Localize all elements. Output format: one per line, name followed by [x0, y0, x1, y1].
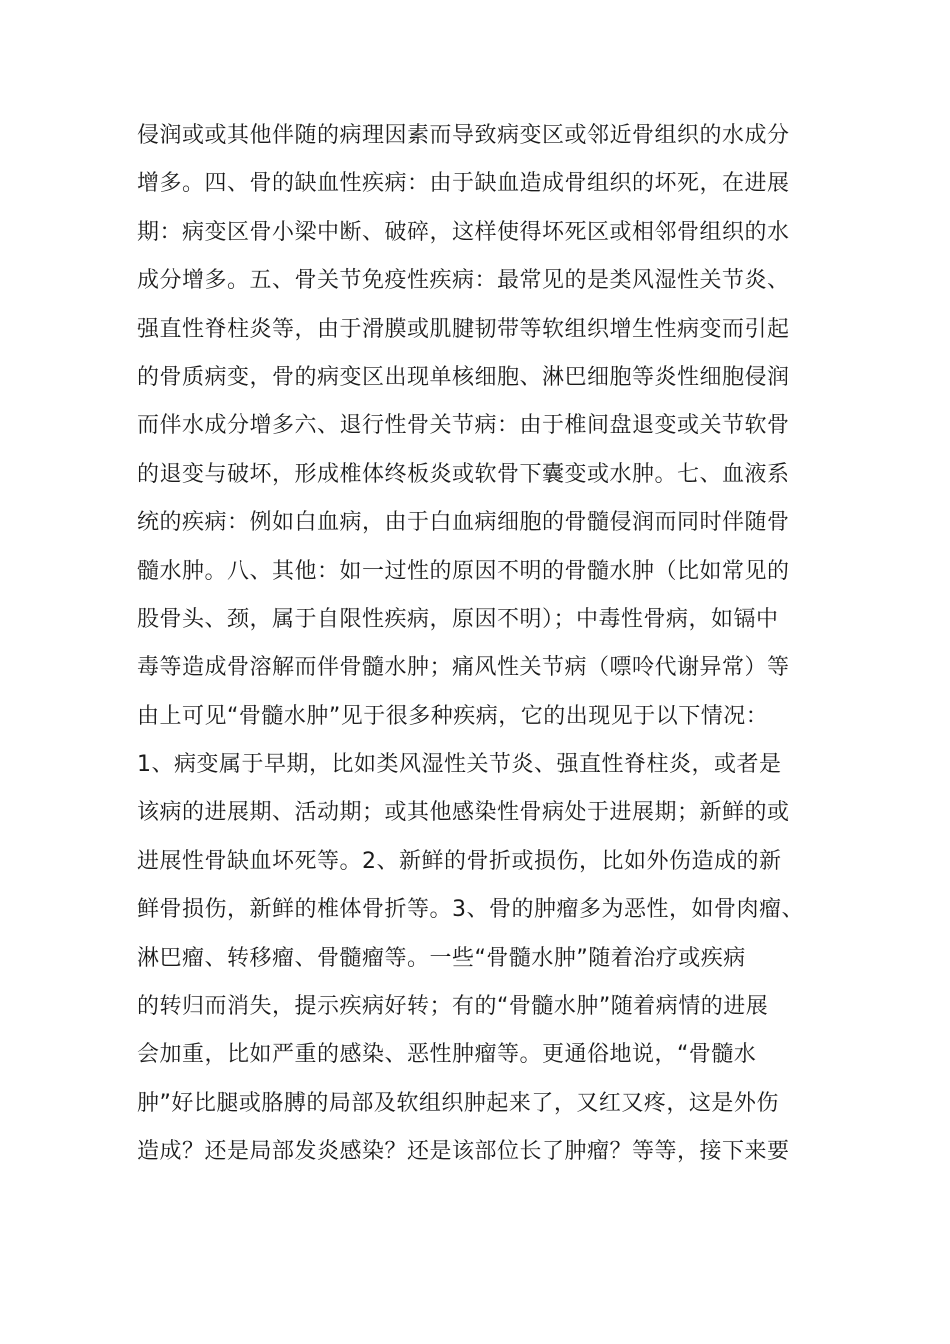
text-line: 会加重，比如严重的感染、恶性肿瘤等。更通俗地说，“骨髓水 [137, 1042, 757, 1068]
text-line: 造成？还是局部发炎感染？还是该部位长了肿瘤？等等，接下来要 [137, 1139, 790, 1165]
text-line: 的退变与破坏，形成椎体终板炎或软骨下囊变或水肿。七、血液系 [137, 461, 790, 487]
text-line: 肿”好比腿或胳膊的局部及软组织肿起来了，又红又疼，这是外伤 [137, 1090, 779, 1116]
text-line: 期：病变区骨小梁中断、破碎，这样使得坏死区或相邻骨组织的水 [137, 219, 790, 245]
text-line: 毒等造成骨溶解而伴骨髓水肿；痛风性关节病（嘌呤代谢异常）等 [137, 655, 790, 681]
text-line: 的骨质病变，骨的病变区出现单核细胞、淋巴细胞等炎性细胞侵润 [137, 364, 790, 390]
text-line: 1、病变属于早期，比如类风湿性关节炎、强直性脊柱炎，或者是 [137, 752, 782, 778]
text-line: 增多。四、骨的缺血性疾病：由于缺血造成骨组织的坏死，在进展 [137, 171, 790, 197]
text-line: 进展性骨缺血坏死等。2、新鲜的骨折或损伤，比如外伤造成的新 [137, 848, 782, 874]
body-text [137, 112, 837, 1177]
text-line: 侵润或或其他伴随的病理因素而导致病变区或邻近骨组织的水成分 [137, 123, 790, 148]
text-line: 股骨头、颈，属于自限性疾病，原因不明）；中毒性骨病，如镉中 [137, 606, 779, 632]
text-line: 而伴水成分增多六、退行性骨关节病：由于椎间盘退变或关节软骨 [137, 413, 790, 439]
text-line: 髓水肿。八、其他：如一过性的原因不明的骨髓水肿（比如常见的 [137, 558, 790, 584]
text-line: 统的疾病：例如白血病，由于白血病细胞的骨髓侵润而同时伴随骨 [137, 510, 790, 536]
text-line: 由上可见“骨髓水肿”见于很多种疾病，它的出现见于以下情况： [137, 703, 769, 729]
text-line: 强直性脊柱炎等，由于滑膜或肌腱韧带等软组织增生性病变而引起 [137, 316, 790, 342]
text-line: 淋巴瘤、转移瘤、骨髓瘤等。一些“骨髓水肿”随着治疗或疾病 [137, 945, 746, 971]
text-line: 成分增多。五、骨关节免疫性疾病：最常见的是类风湿性关节炎、 [137, 268, 790, 294]
text-line: 的转归而消失，提示疾病好转；有的“骨髓水肿”随着病情的进展 [137, 994, 769, 1020]
text-line: 该病的进展期、活动期；或其他感染性骨病处于进展期；新鲜的或 [137, 800, 790, 826]
text-line: 鲜骨损伤，新鲜的椎体骨折等。3、骨的肿瘤多为恶性，如骨肉瘤、 [137, 897, 804, 923]
